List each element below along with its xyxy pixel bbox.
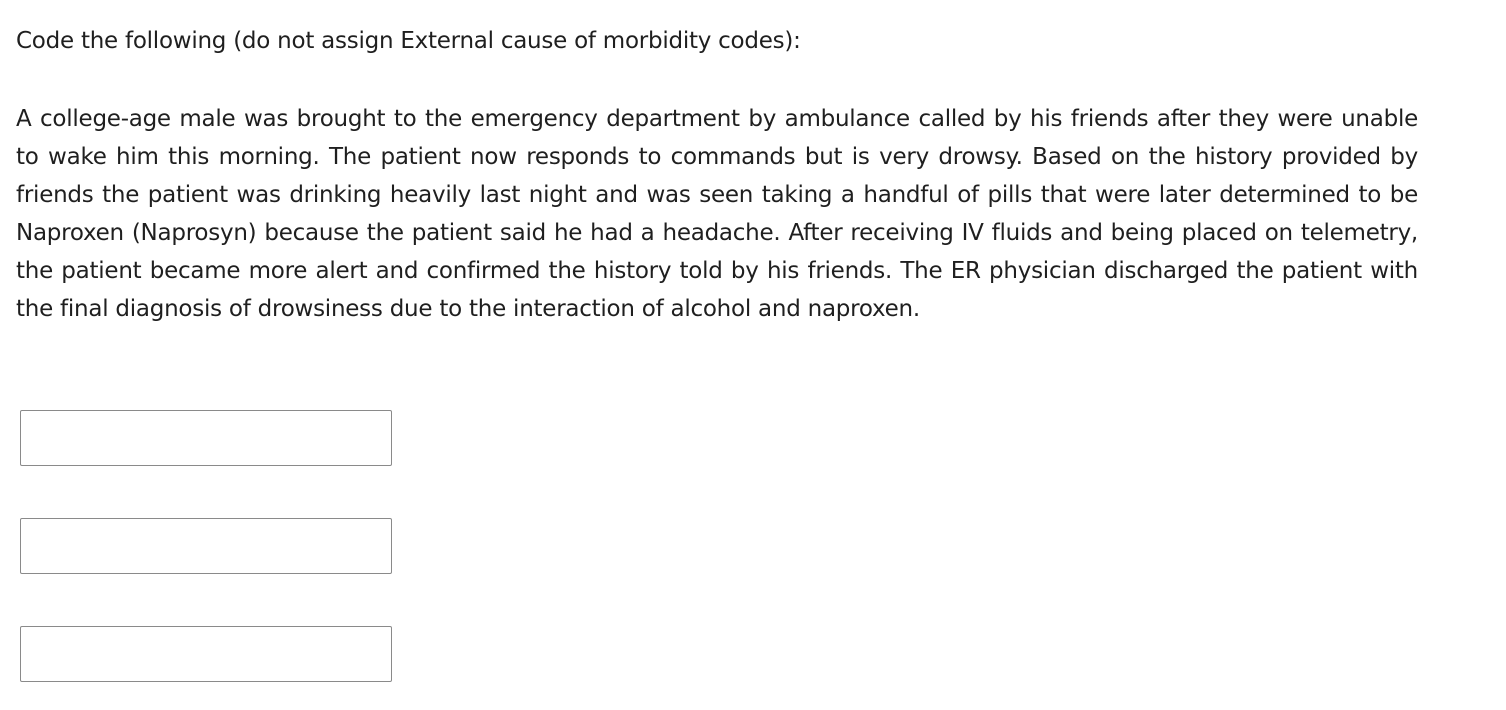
answer-input-2[interactable] <box>20 518 392 574</box>
question-instruction: Code the following (do not assign External cause of morbidity codes): <box>16 28 801 54</box>
question-container <box>16 0 1418 710</box>
answer-input-3[interactable] <box>20 626 392 682</box>
case-scenario-text: A college-age male was brought to the emergency department by ambulance called by his friends after they were unable to wake him this morning. The patient now responds to commands but is very drowsy. Based on the history provided by friends the patient was drinking heavily last night and was seen taking a handful of pills that were later determined to be Naproxen (Naprosyn) because the patient said he had a headache. After receiving IV fluids and being placed on telemetry, the patient became more alert and confirmed the history told by his friends. The ER physician discharged the patient with the final diagnosis of drowsiness due to the interaction of alcohol and naproxen. <box>16 106 1418 322</box>
answer-input-1[interactable] <box>20 410 392 466</box>
